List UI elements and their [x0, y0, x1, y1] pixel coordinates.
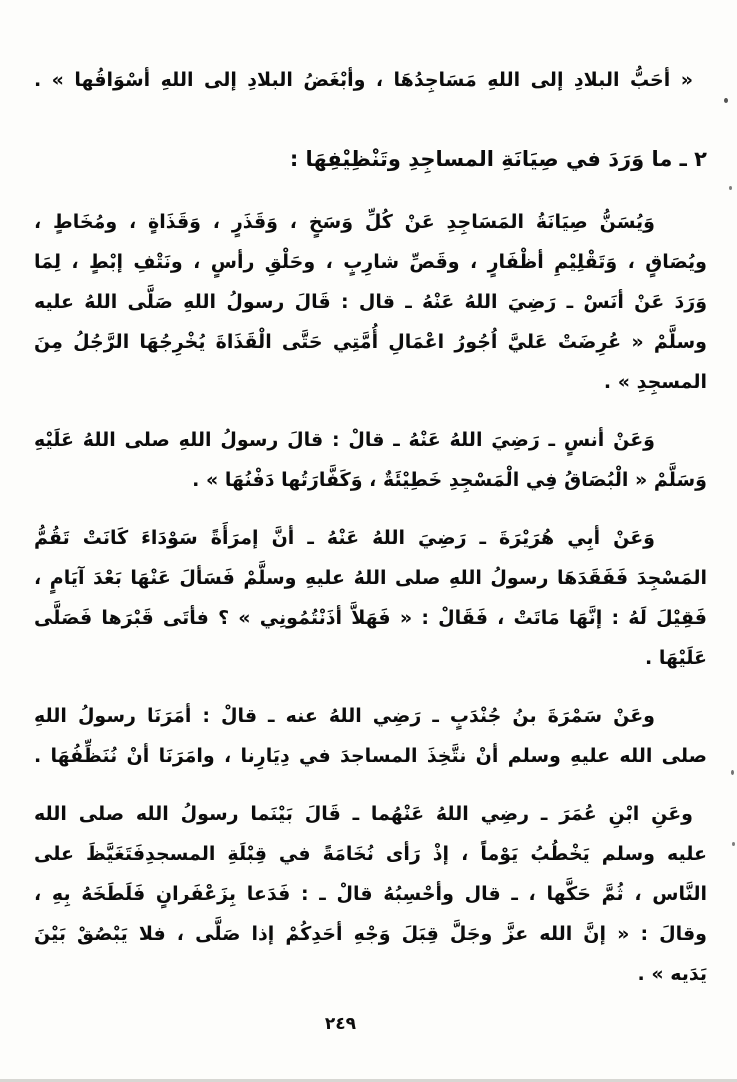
text-line: وسلَّمْ « عُرِضَتْ عَليَّ اُجُورُ اعْمَالِ أُمَّتِي حَتَّى الْقَذَاةَ يُخْرِجُهَا الرَّجُلُ مِنَ — [34, 331, 707, 353]
text-line: وَعَنْ أبِي هُرَيْرَةَ ـ رَضِيَ اللهُ عَنْهُ ـ أنَّ إمرَأَةً سَوْدَاءَ كَانَتْ تَقُمُّ — [34, 527, 655, 549]
ink-speck — [729, 186, 732, 190]
text-line: صلى الله عليهِ وسلم أنْ نتَّخِذَ المساجدَ في دِيَارِنا ، وامَرَنَا أنْ نُنَظِّفُهَا . — [34, 745, 707, 767]
ink-speck — [731, 770, 734, 775]
text-line: وعَنْ سَمْرَةَ بنُ جُنْدَبٍ ـ رَضِي اللهُ عنه ـ قالْ : أمَرَنَا رسولُ اللهِ — [34, 705, 655, 727]
paragraph-hadith-abu-hurairah — [34, 518, 707, 678]
text-line: عَلَيْهَا . — [644, 647, 707, 669]
page-number: ٢٤٩ — [324, 1014, 357, 1034]
text-line: يَدَيه » . — [637, 963, 707, 985]
paragraph-hadith-ibn-umar — [34, 794, 707, 994]
section-heading: ٢ ـ ما وَرَدَ في صِيَانَةِ المساجِدِ وتَنْظِيْفِهَا : — [289, 147, 707, 171]
text-line: وقالَ : « إنَّ الله عزَّ وجَلَّ قِبَلَ وَجْهِ أحَدِكُمْ إذا صَلَّى ، فلا يَبْصُقْ بَيْنَ — [34, 923, 707, 945]
text-line: وَرَدَ عَنْ أنَسْ ـ رَضِيَ اللهُ عَنْهُ ـ قال : قَالَ رسولُ اللهِ صَلَّى اللهُ عليه — [34, 291, 707, 313]
text-line: وعَنِ ابْنِ عُمَرَ ـ رضِي اللهُ عَنْهُما ـ قَالَ بَيْنَما رسولُ الله صلى الله — [34, 803, 693, 825]
text-line: المسجِدِ » . — [603, 371, 707, 393]
text-line: وَيُسَنُّ صِيَانَةُ المَسَاجِدِ عَنْ كُلِّ وَسَخٍ ، وَقَذَرٍ ، وَقَذَاةٍ ، ومُخَاطٍ ، — [34, 211, 655, 233]
text-line: وَعَنْ أنسٍ ـ رَضِيَ اللهُ عَنْهُ ـ قالْ : قالَ رسولُ اللهِ صلى اللهُ عَلَيْهِ — [34, 429, 655, 451]
text-line: عليه وسلم يَخْطُبُ يَوْماً ، إذْ رَأى نُخَامَةً في قِبْلَةِ المسجدِفَتَغَيَّظَ على — [34, 843, 707, 865]
text-line: فَقِيْلَ لَهُ : إنَّهَا مَاتَتْ ، فَقَالْ : « فَهَلاَّ أذَنْتُمُونِي » ؟ فأتَى قَبْرَها فَصَلَّى — [34, 607, 707, 629]
text-line: النَّاس ، ثُمَّ حَكَّها ، ـ قال وأحْسِبُهُ قالْ ـ : فَدَعا بِزَعْفَرانٍ فَلَطَخَهُ بِهِ ، — [34, 883, 707, 905]
ink-speck — [732, 842, 735, 846]
paragraph-hadith-anas-spitting — [34, 420, 707, 500]
text-line: ويُصَاقٍ ، وَتَقْلِيْمِ أظْفَارٍ ، وقَصِّ شارِبٍ ، وحَلْقِ رأسٍ ، ونَتْفِ إبْطٍ ، لِمَا — [34, 251, 707, 273]
ink-speck — [724, 98, 728, 103]
text-line: المَسْجِدَ فَفَقَدَهَا رسولُ اللهِ صلى اللهُ عليهِ وسلَّمْ فَسَألَ عَنْهَا بَعْدَ آيَامٍ ، — [34, 567, 707, 589]
paragraph-sunnah-of-cleaning — [34, 202, 707, 402]
hadith-opening-quote-line: « أحَبُّ البلادِ إلى اللهِ مَسَاجِدُهَا ، وأبْغَضُ البلادِ إلى اللهِ أسْوَاقُها » . — [34, 69, 693, 91]
paragraph-hadith-samurah — [34, 696, 707, 776]
text-line: وَسَلَّمْ « الْبُصَاقُ فِي الْمَسْجِدِ خَطِيْئَةٌ ، وَكَفَّارَتُها دَفْنُهَا » . — [192, 469, 707, 491]
